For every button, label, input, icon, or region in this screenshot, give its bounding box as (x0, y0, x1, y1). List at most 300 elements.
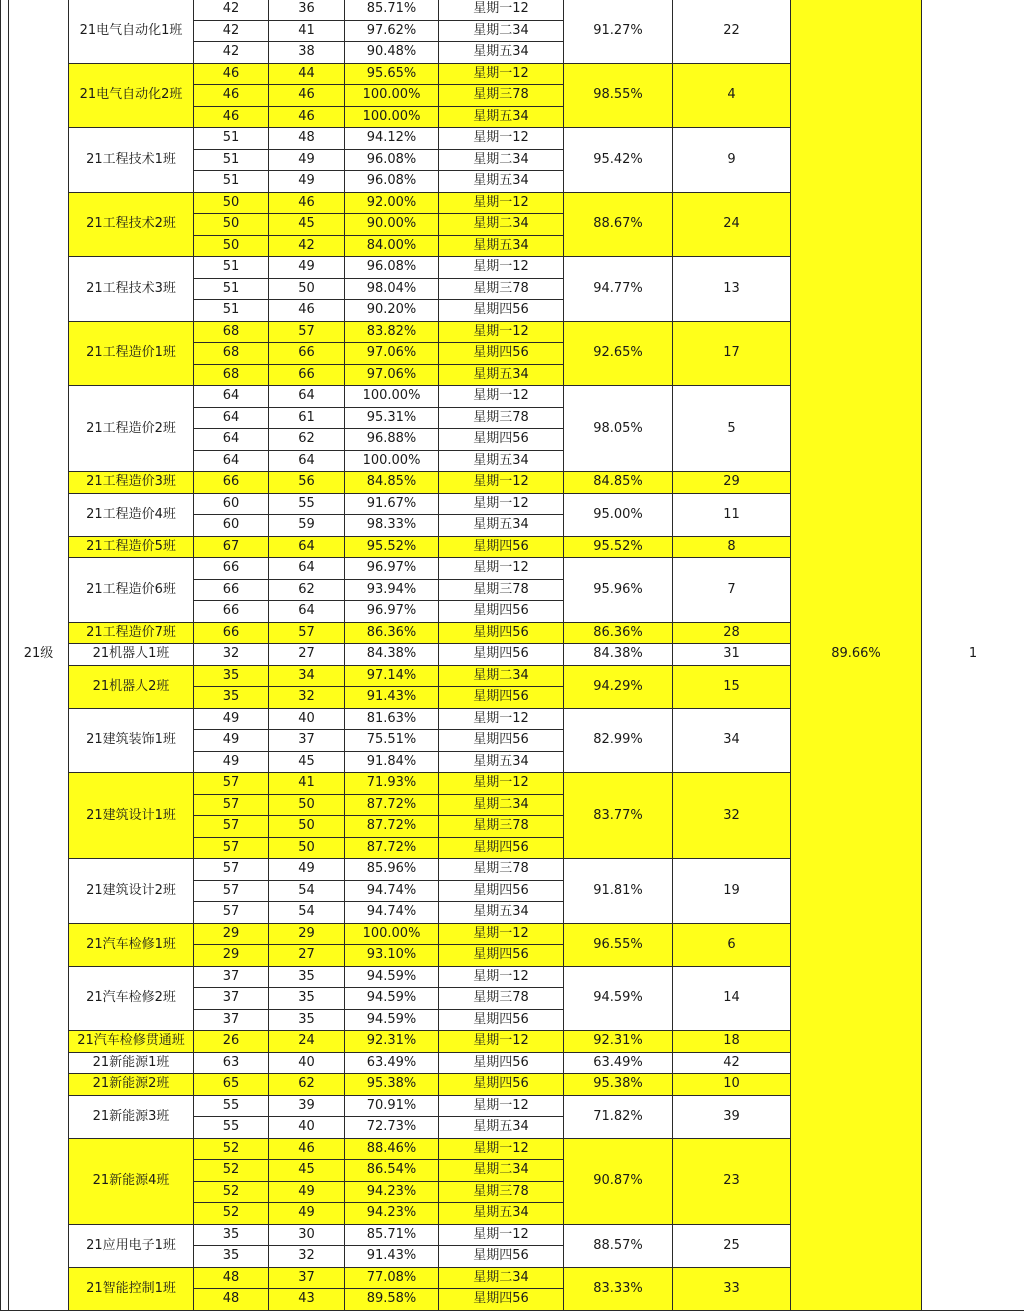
enrolled-count: 66 (194, 472, 269, 494)
session-time: 星期一12 (439, 63, 564, 85)
enrolled-count: 42 (194, 42, 269, 64)
class-name: 21电气自动化1班 (69, 0, 194, 63)
present-count: 37 (269, 1267, 345, 1289)
class-rank: 31 (673, 644, 791, 666)
grade-rank: 1 (922, 0, 1024, 1310)
class-rank: 33 (673, 1267, 791, 1310)
session-time: 星期四56 (439, 343, 564, 365)
session-time: 星期三78 (439, 579, 564, 601)
enrolled-count: 52 (194, 1160, 269, 1182)
present-count: 64 (269, 558, 345, 580)
session-rate: 100.00% (345, 450, 439, 472)
enrolled-count: 57 (194, 773, 269, 795)
session-rate: 100.00% (345, 85, 439, 107)
class-rank: 22 (673, 0, 791, 63)
present-count: 45 (269, 1160, 345, 1182)
session-rate: 97.62% (345, 20, 439, 42)
class-rank: 18 (673, 1031, 791, 1053)
session-rate: 92.31% (345, 1031, 439, 1053)
enrolled-count: 66 (194, 601, 269, 623)
class-rate: 95.38% (564, 1074, 673, 1096)
enrolled-count: 32 (194, 644, 269, 666)
enrolled-count: 57 (194, 902, 269, 924)
session-rate: 95.31% (345, 407, 439, 429)
session-time: 星期五34 (439, 1203, 564, 1225)
class-rate: 86.36% (564, 622, 673, 644)
class-rank: 32 (673, 773, 791, 859)
session-rate: 98.33% (345, 515, 439, 537)
class-rank: 9 (673, 128, 791, 193)
session-time: 星期五34 (439, 42, 564, 64)
session-time: 星期五34 (439, 106, 564, 128)
session-time: 星期一12 (439, 128, 564, 150)
session-rate: 96.08% (345, 257, 439, 279)
session-rate: 94.12% (345, 128, 439, 150)
session-time: 星期四56 (439, 1052, 564, 1074)
session-time: 星期四56 (439, 837, 564, 859)
present-count: 29 (269, 923, 345, 945)
session-rate: 71.93% (345, 773, 439, 795)
enrolled-count: 46 (194, 106, 269, 128)
session-time: 星期一12 (439, 1224, 564, 1246)
class-rate: 95.42% (564, 128, 673, 193)
session-rate: 63.49% (345, 1052, 439, 1074)
enrolled-count: 64 (194, 407, 269, 429)
enrolled-count: 51 (194, 278, 269, 300)
enrolled-count: 46 (194, 85, 269, 107)
enrolled-count: 46 (194, 63, 269, 85)
enrolled-count: 50 (194, 192, 269, 214)
class-rank: 24 (673, 192, 791, 257)
enrolled-count: 52 (194, 1138, 269, 1160)
class-rate: 83.33% (564, 1267, 673, 1310)
session-time: 星期四56 (439, 730, 564, 752)
present-count: 54 (269, 902, 345, 924)
session-time: 星期三78 (439, 407, 564, 429)
session-rate: 87.72% (345, 816, 439, 838)
class-rank: 5 (673, 386, 791, 472)
class-rate: 83.77% (564, 773, 673, 859)
session-time: 星期一12 (439, 966, 564, 988)
class-rank: 34 (673, 708, 791, 773)
grade-label: 21级 (9, 0, 69, 1310)
present-count: 54 (269, 880, 345, 902)
class-name: 21新能源4班 (69, 1138, 194, 1224)
session-time: 星期四56 (439, 601, 564, 623)
session-rate: 100.00% (345, 923, 439, 945)
enrolled-count: 55 (194, 1117, 269, 1139)
session-rate: 95.65% (345, 63, 439, 85)
class-rank: 10 (673, 1074, 791, 1096)
class-rate: 94.59% (564, 966, 673, 1031)
present-count: 62 (269, 1074, 345, 1096)
enrolled-count: 57 (194, 880, 269, 902)
present-count: 32 (269, 687, 345, 709)
enrolled-count: 68 (194, 343, 269, 365)
class-rate: 95.96% (564, 558, 673, 623)
enrolled-count: 64 (194, 386, 269, 408)
class-name: 21工程造价6班 (69, 558, 194, 623)
session-time: 星期五34 (439, 515, 564, 537)
present-count: 49 (269, 149, 345, 171)
present-count: 30 (269, 1224, 345, 1246)
class-rate: 98.05% (564, 386, 673, 472)
present-count: 40 (269, 708, 345, 730)
present-count: 43 (269, 1289, 345, 1311)
present-count: 56 (269, 472, 345, 494)
session-time: 星期一12 (439, 386, 564, 408)
enrolled-count: 57 (194, 794, 269, 816)
enrolled-count: 66 (194, 622, 269, 644)
enrolled-count: 35 (194, 687, 269, 709)
enrolled-count: 49 (194, 751, 269, 773)
enrolled-count: 50 (194, 214, 269, 236)
enrolled-count: 26 (194, 1031, 269, 1053)
present-count: 40 (269, 1117, 345, 1139)
session-rate: 94.74% (345, 902, 439, 924)
present-count: 46 (269, 85, 345, 107)
session-time: 星期一12 (439, 257, 564, 279)
present-count: 57 (269, 321, 345, 343)
class-name: 21工程技术2班 (69, 192, 194, 257)
session-rate: 94.74% (345, 880, 439, 902)
session-rate: 91.67% (345, 493, 439, 515)
session-rate: 97.06% (345, 343, 439, 365)
enrolled-count: 66 (194, 579, 269, 601)
session-time: 星期二34 (439, 149, 564, 171)
present-count: 41 (269, 20, 345, 42)
present-count: 49 (269, 859, 345, 881)
present-count: 61 (269, 407, 345, 429)
session-rate: 96.97% (345, 601, 439, 623)
session-rate: 94.59% (345, 988, 439, 1010)
class-rate: 95.00% (564, 493, 673, 536)
session-time: 星期二34 (439, 214, 564, 236)
session-rate: 91.84% (345, 751, 439, 773)
present-count: 27 (269, 644, 345, 666)
class-name: 21汽车检修1班 (69, 923, 194, 966)
session-time: 星期四56 (439, 1074, 564, 1096)
enrolled-count: 65 (194, 1074, 269, 1096)
enrolled-count: 37 (194, 1009, 269, 1031)
session-rate: 91.43% (345, 1246, 439, 1268)
present-count: 55 (269, 493, 345, 515)
session-rate: 81.63% (345, 708, 439, 730)
enrolled-count: 68 (194, 321, 269, 343)
class-name: 21工程造价7班 (69, 622, 194, 644)
enrolled-count: 35 (194, 1224, 269, 1246)
enrolled-count: 67 (194, 536, 269, 558)
present-count: 35 (269, 988, 345, 1010)
session-time: 星期五34 (439, 450, 564, 472)
class-rank: 11 (673, 493, 791, 536)
present-count: 42 (269, 235, 345, 257)
session-rate: 98.04% (345, 278, 439, 300)
present-count: 62 (269, 429, 345, 451)
enrolled-count: 52 (194, 1181, 269, 1203)
present-count: 39 (269, 1095, 345, 1117)
session-time: 星期五34 (439, 1117, 564, 1139)
enrolled-count: 35 (194, 1246, 269, 1268)
session-rate: 97.06% (345, 364, 439, 386)
session-time: 星期一12 (439, 1138, 564, 1160)
class-rate: 82.99% (564, 708, 673, 773)
session-rate: 83.82% (345, 321, 439, 343)
present-count: 64 (269, 450, 345, 472)
session-time: 星期二34 (439, 1160, 564, 1182)
enrolled-count: 29 (194, 923, 269, 945)
present-count: 36 (269, 0, 345, 20)
session-time: 星期一12 (439, 1095, 564, 1117)
session-time: 星期一12 (439, 558, 564, 580)
present-count: 66 (269, 364, 345, 386)
enrolled-count: 66 (194, 558, 269, 580)
grade-rate: 89.66% (791, 0, 922, 1310)
session-rate: 85.71% (345, 1224, 439, 1246)
class-rate: 92.65% (564, 321, 673, 386)
present-count: 49 (269, 171, 345, 193)
enrolled-count: 68 (194, 364, 269, 386)
present-count: 57 (269, 622, 345, 644)
present-count: 46 (269, 106, 345, 128)
session-rate: 96.88% (345, 429, 439, 451)
enrolled-count: 64 (194, 429, 269, 451)
enrolled-count: 51 (194, 257, 269, 279)
class-rate: 88.67% (564, 192, 673, 257)
class-name: 21新能源1班 (69, 1052, 194, 1074)
present-count: 46 (269, 192, 345, 214)
enrolled-count: 49 (194, 730, 269, 752)
session-rate: 97.14% (345, 665, 439, 687)
session-time: 星期四56 (439, 429, 564, 451)
enrolled-count: 42 (194, 20, 269, 42)
class-rank: 25 (673, 1224, 791, 1267)
class-name: 21智能控制1班 (69, 1267, 194, 1310)
enrolled-count: 64 (194, 450, 269, 472)
session-time: 星期三78 (439, 85, 564, 107)
session-time: 星期四56 (439, 945, 564, 967)
enrolled-count: 37 (194, 988, 269, 1010)
enrolled-count: 51 (194, 149, 269, 171)
class-rate: 91.27% (564, 0, 673, 63)
present-count: 45 (269, 751, 345, 773)
left-edge-cell (1, 0, 9, 1310)
enrolled-count: 55 (194, 1095, 269, 1117)
session-time: 星期一12 (439, 923, 564, 945)
class-rank: 13 (673, 257, 791, 322)
session-rate: 72.73% (345, 1117, 439, 1139)
session-rate: 100.00% (345, 386, 439, 408)
present-count: 24 (269, 1031, 345, 1053)
session-time: 星期一12 (439, 321, 564, 343)
class-name: 21应用电子1班 (69, 1224, 194, 1267)
session-time: 星期四56 (439, 300, 564, 322)
class-rate: 98.55% (564, 63, 673, 128)
enrolled-count: 49 (194, 708, 269, 730)
class-name: 21工程造价1班 (69, 321, 194, 386)
present-count: 45 (269, 214, 345, 236)
enrolled-count: 48 (194, 1267, 269, 1289)
session-rate: 90.20% (345, 300, 439, 322)
session-rate: 94.23% (345, 1181, 439, 1203)
session-rate: 93.94% (345, 579, 439, 601)
present-count: 66 (269, 343, 345, 365)
class-rank: 6 (673, 923, 791, 966)
session-time: 星期四56 (439, 880, 564, 902)
session-rate: 84.38% (345, 644, 439, 666)
class-name: 21新能源3班 (69, 1095, 194, 1138)
present-count: 50 (269, 278, 345, 300)
present-count: 49 (269, 257, 345, 279)
session-rate: 75.51% (345, 730, 439, 752)
class-name: 21工程造价4班 (69, 493, 194, 536)
session-time: 星期三78 (439, 1181, 564, 1203)
present-count: 27 (269, 945, 345, 967)
enrolled-count: 57 (194, 859, 269, 881)
class-rank: 8 (673, 536, 791, 558)
session-time: 星期四56 (439, 536, 564, 558)
enrolled-count: 29 (194, 945, 269, 967)
enrolled-count: 51 (194, 300, 269, 322)
session-rate: 85.71% (345, 0, 439, 20)
session-rate: 96.08% (345, 149, 439, 171)
present-count: 37 (269, 730, 345, 752)
session-time: 星期四56 (439, 644, 564, 666)
class-rate: 63.49% (564, 1052, 673, 1074)
present-count: 48 (269, 128, 345, 150)
class-rank: 15 (673, 665, 791, 708)
session-rate: 77.08% (345, 1267, 439, 1289)
class-name: 21工程造价3班 (69, 472, 194, 494)
present-count: 64 (269, 601, 345, 623)
enrolled-count: 42 (194, 0, 269, 20)
session-rate: 87.72% (345, 837, 439, 859)
class-name: 21建筑装饰1班 (69, 708, 194, 773)
session-rate: 70.91% (345, 1095, 439, 1117)
class-rank: 17 (673, 321, 791, 386)
enrolled-count: 60 (194, 515, 269, 537)
session-rate: 93.10% (345, 945, 439, 967)
present-count: 64 (269, 536, 345, 558)
session-time: 星期三78 (439, 859, 564, 881)
class-name: 21新能源2班 (69, 1074, 194, 1096)
session-time: 星期一12 (439, 472, 564, 494)
session-rate: 84.00% (345, 235, 439, 257)
present-count: 46 (269, 300, 345, 322)
session-time: 星期一12 (439, 493, 564, 515)
class-rank: 14 (673, 966, 791, 1031)
class-rate: 91.81% (564, 859, 673, 924)
session-time: 星期二34 (439, 794, 564, 816)
class-name: 21电气自动化2班 (69, 63, 194, 128)
class-rate: 92.31% (564, 1031, 673, 1053)
session-time: 星期一12 (439, 0, 564, 20)
present-count: 32 (269, 1246, 345, 1268)
enrolled-count: 60 (194, 493, 269, 515)
session-time: 星期五34 (439, 751, 564, 773)
session-rate: 94.59% (345, 966, 439, 988)
class-rate: 96.55% (564, 923, 673, 966)
session-time: 星期四56 (439, 687, 564, 709)
enrolled-count: 51 (194, 128, 269, 150)
session-rate: 95.38% (345, 1074, 439, 1096)
session-time: 星期一12 (439, 708, 564, 730)
table-body (1, 0, 1024, 1310)
present-count: 59 (269, 515, 345, 537)
session-rate: 94.23% (345, 1203, 439, 1225)
class-rank: 7 (673, 558, 791, 623)
session-rate: 86.54% (345, 1160, 439, 1182)
class-rate: 95.52% (564, 536, 673, 558)
class-rank: 39 (673, 1095, 791, 1138)
class-rank: 4 (673, 63, 791, 128)
session-time: 星期四56 (439, 1246, 564, 1268)
session-rate: 85.96% (345, 859, 439, 881)
class-name: 21机器人1班 (69, 644, 194, 666)
session-time: 星期三78 (439, 988, 564, 1010)
session-time: 星期二34 (439, 665, 564, 687)
session-rate: 86.36% (345, 622, 439, 644)
session-rate: 84.85% (345, 472, 439, 494)
class-name: 21汽车检修2班 (69, 966, 194, 1031)
class-name: 21建筑设计1班 (69, 773, 194, 859)
present-count: 62 (269, 579, 345, 601)
class-rate: 88.57% (564, 1224, 673, 1267)
session-time: 星期五34 (439, 902, 564, 924)
session-time: 星期四56 (439, 622, 564, 644)
class-rate: 71.82% (564, 1095, 673, 1138)
class-rate: 90.87% (564, 1138, 673, 1224)
present-count: 38 (269, 42, 345, 64)
session-time: 星期一12 (439, 1031, 564, 1053)
enrolled-count: 57 (194, 816, 269, 838)
session-time: 星期五34 (439, 235, 564, 257)
class-name: 21工程技术1班 (69, 128, 194, 193)
enrolled-count: 37 (194, 966, 269, 988)
present-count: 35 (269, 1009, 345, 1031)
enrolled-count: 52 (194, 1203, 269, 1225)
class-name: 21汽车检修贯通班 (69, 1031, 194, 1053)
session-rate: 90.48% (345, 42, 439, 64)
present-count: 46 (269, 1138, 345, 1160)
class-name: 21工程造价5班 (69, 536, 194, 558)
present-count: 41 (269, 773, 345, 795)
session-rate: 88.46% (345, 1138, 439, 1160)
class-rank: 42 (673, 1052, 791, 1074)
class-name: 21建筑设计2班 (69, 859, 194, 924)
class-name: 21工程技术3班 (69, 257, 194, 322)
enrolled-count: 50 (194, 235, 269, 257)
present-count: 40 (269, 1052, 345, 1074)
session-time: 星期五34 (439, 364, 564, 386)
class-rank: 29 (673, 472, 791, 494)
class-rank: 28 (673, 622, 791, 644)
present-count: 34 (269, 665, 345, 687)
enrolled-count: 57 (194, 837, 269, 859)
session-rate: 95.52% (345, 536, 439, 558)
enrolled-count: 63 (194, 1052, 269, 1074)
present-count: 49 (269, 1181, 345, 1203)
session-time: 星期一12 (439, 192, 564, 214)
session-time: 星期五34 (439, 171, 564, 193)
class-rate: 84.38% (564, 644, 673, 666)
session-time: 星期三78 (439, 278, 564, 300)
present-count: 50 (269, 794, 345, 816)
session-rate: 89.58% (345, 1289, 439, 1311)
session-time: 星期三78 (439, 816, 564, 838)
session-time: 星期四56 (439, 1289, 564, 1311)
session-rate: 92.00% (345, 192, 439, 214)
